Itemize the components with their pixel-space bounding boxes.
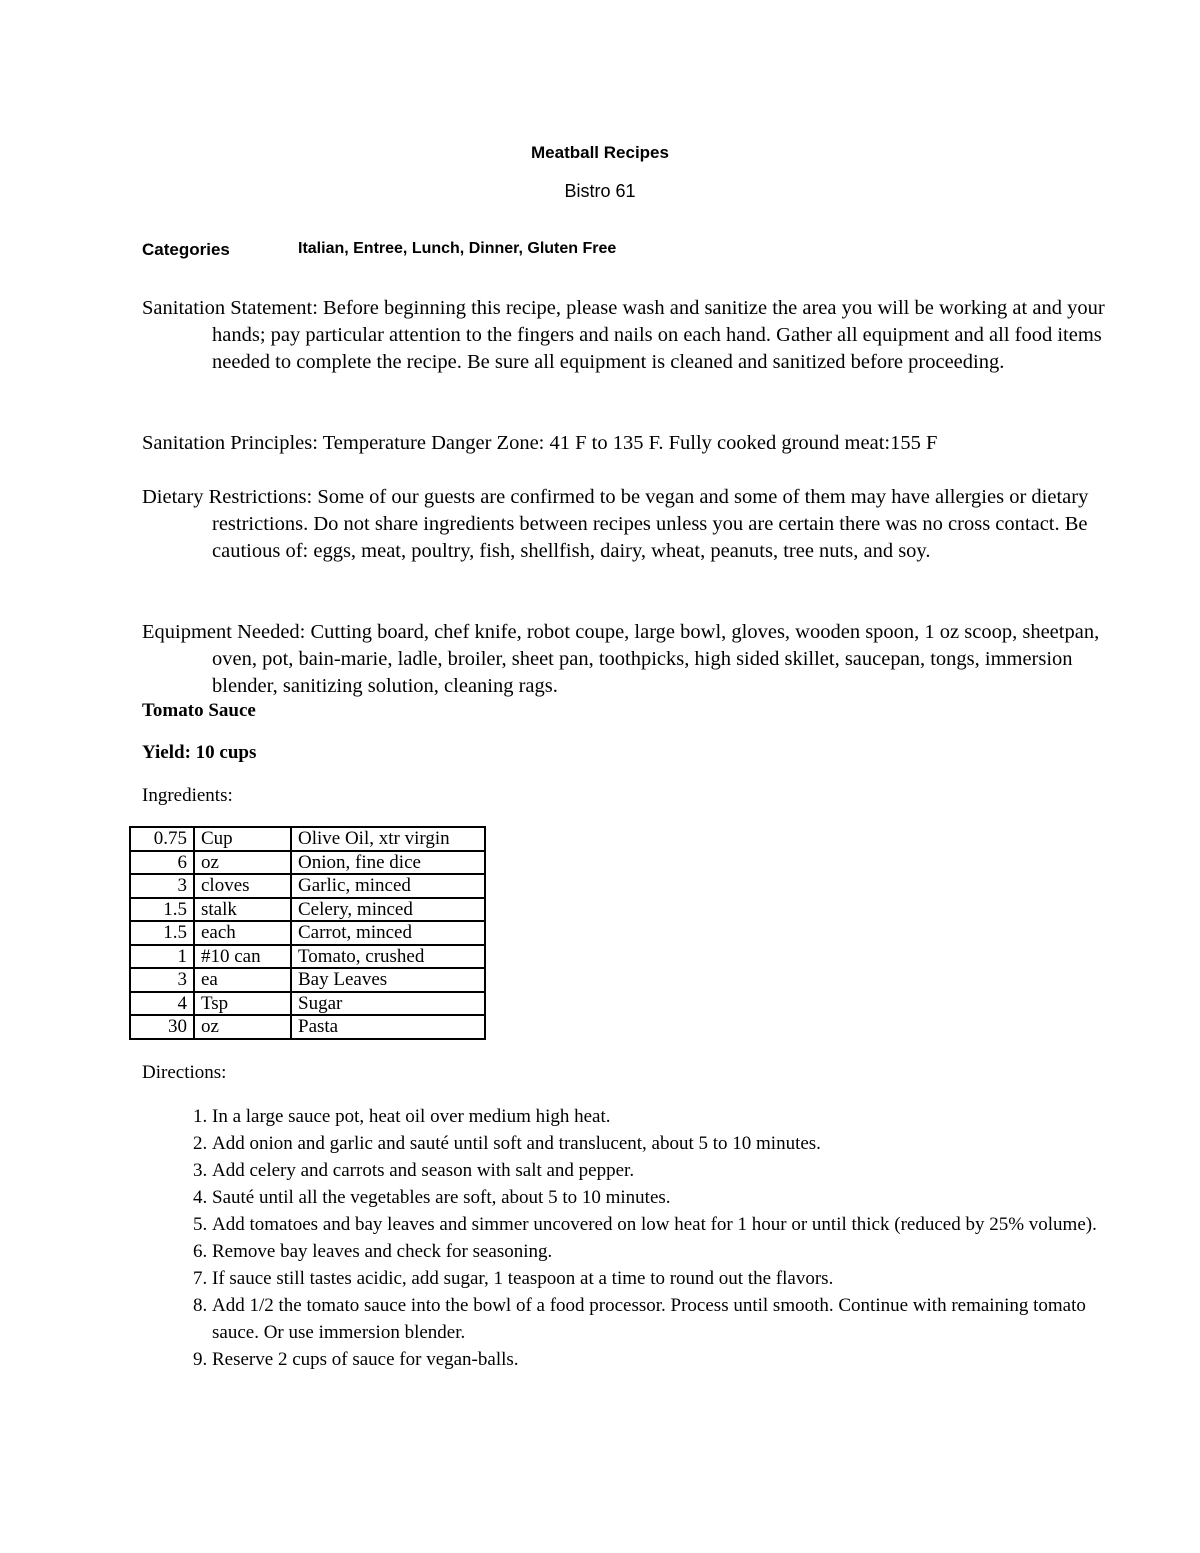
table-row [130,874,485,898]
table-row [130,992,485,1016]
table-row [130,851,485,875]
ingredient-item: Garlic, minced [291,874,485,898]
ingredient-qty: 3 [130,968,194,992]
directions-list [142,1103,1132,1373]
ingredient-item: Pasta [291,1015,485,1039]
ingredient-item: Celery, minced [291,898,485,922]
table-row [130,1015,485,1039]
ingredient-unit: oz [194,851,291,875]
ingredient-unit: oz [194,1015,291,1039]
table-row [130,968,485,992]
ingredient-unit: Tsp [194,992,291,1016]
list-item: 5. Add tomatoes and bay leaves and simmer uncovered on low heat for 1 hour or until thick (reduced by 25% volume). [212,1211,1132,1238]
ingredient-item: Bay Leaves [291,968,485,992]
ingredient-qty: 1 [130,945,194,969]
recipe-yield: Yield: 10 cups [142,742,257,763]
ingredients-table [129,826,486,1040]
ingredient-item: Sugar [291,992,485,1016]
sanitation-statement: Sanitation Statement: Before beginning this recipe, please wash and sanitize the area you will be working at and your hands; pay particular attention to the fingers and nails on each hand. Gather all equipment and all food items needed to complete the recipe. Be sure all equipment is cleaned and sanitized before proceeding. [142,297,1105,373]
recipe-name: Tomato Sauce [142,700,256,721]
categories-value: Italian, Entree, Lunch, Dinner, Gluten Free [298,240,617,257]
ingredient-item: Olive Oil, xtr virgin [291,827,485,851]
ingredient-qty: 0.75 [130,827,194,851]
ingredient-qty: 1.5 [130,898,194,922]
document-title: Meatball Recipes [531,143,669,162]
ingredient-unit: each [194,921,291,945]
document-subtitle: Bistro 61 [564,181,636,201]
sanitation-principles: Sanitation Principles: Temperature Danger Zone: 41 F to 135 F. Fully cooked ground meat:155 F [142,432,938,454]
ingredient-unit: #10 can [194,945,291,969]
table-row [130,898,485,922]
table-row [130,945,485,969]
ingredient-unit: ea [194,968,291,992]
table-row [130,921,485,945]
ingredient-qty: 3 [130,874,194,898]
list-item: 1. In a large sauce pot, heat oil over medium high heat. [212,1103,1132,1130]
ingredient-qty: 1.5 [130,921,194,945]
ingredient-unit: stalk [194,898,291,922]
equipment-needed: Equipment Needed: Cutting board, chef knife, robot coupe, large bowl, gloves, wooden spoon, 1 oz scoop, sheetpan, oven, pot, bain-marie, ladle, broiler, sheet pan, toothpicks, high sided skillet, saucepan, tongs, immersion blender, sanitizing solution, cleaning rags. [142,621,1100,697]
ingredient-qty: 6 [130,851,194,875]
ingredient-item: Carrot, minced [291,921,485,945]
table-row [130,827,485,851]
list-item: 8. Add 1/2 the tomato sauce into the bowl of a food processor. Process until smooth. Continue with remaining tomato sauce. Or use immersion blender. [212,1292,1132,1346]
list-item: 3. Add celery and carrots and season with salt and pepper. [212,1157,1132,1184]
directions-label: Directions: [142,1062,227,1083]
ingredients-label: Ingredients: [142,785,233,806]
list-item: 6. Remove bay leaves and check for seasoning. [212,1238,1132,1265]
ingredient-unit: cloves [194,874,291,898]
list-item: 7. If sauce still tastes acidic, add sugar, 1 teaspoon at a time to round out the flavors. [212,1265,1132,1292]
dietary-restrictions: Dietary Restrictions: Some of our guests are confirmed to be vegan and some of them may have allergies or dietary restrictions. Do not share ingredients between recipes unless you are certain there was no cross contact. Be cautious of: eggs, meat, poultry, fish, shellfish, dairy, wheat, peanuts, tree nuts, and soy. [142,486,1089,562]
ingredient-item: Onion, fine dice [291,851,485,875]
ingredient-item: Tomato, crushed [291,945,485,969]
categories-label: Categories [142,240,230,259]
list-item: 9. Reserve 2 cups of sauce for vegan-balls. [212,1346,1132,1373]
list-item: 4. Sauté until all the vegetables are soft, about 5 to 10 minutes. [212,1184,1132,1211]
ingredient-qty: 30 [130,1015,194,1039]
list-item: 2. Add onion and garlic and sauté until soft and translucent, about 5 to 10 minutes. [212,1130,1132,1157]
ingredient-unit: Cup [194,827,291,851]
ingredient-qty: 4 [130,992,194,1016]
categories-row [142,240,617,260]
